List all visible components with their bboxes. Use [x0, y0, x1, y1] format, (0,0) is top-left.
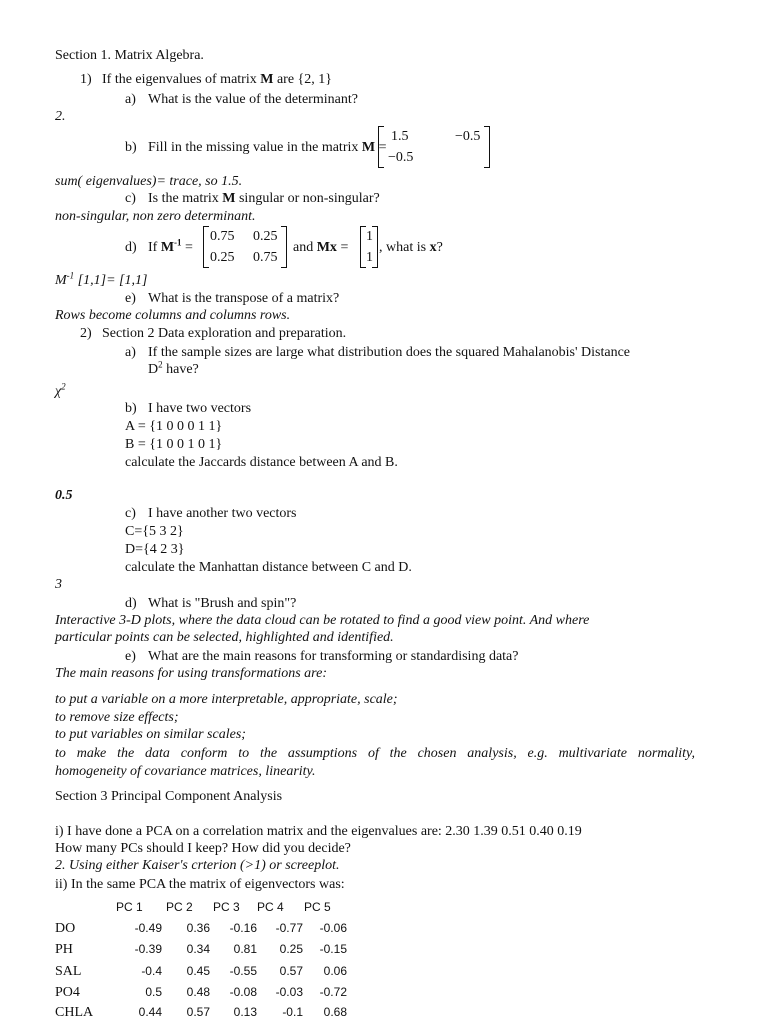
- matrix-m-r1c2: −0.5: [455, 129, 481, 144]
- matrix-minv-r1c1: 0.75: [210, 229, 235, 244]
- table-cell: 0.81: [233, 942, 257, 956]
- table-cell: 0.68: [323, 1005, 347, 1019]
- q2d-answer-line1: Interactive 3-D plots, where the data cloud can be rotated to find a good view point. And where: [55, 613, 590, 628]
- q2e-reason-4: to make the data conform to the assumptions of the chosen analysis, e.g. multivariate normality,: [55, 746, 695, 761]
- q1d-mx: and Mx =: [293, 240, 349, 255]
- matrix-m-r2c1: −0.5: [388, 150, 414, 165]
- q2-number: 2): [80, 326, 92, 341]
- table-cell: -0.1: [282, 1005, 303, 1019]
- table-cell: -0.15: [319, 942, 347, 956]
- q2c-task: calculate the Manhattan distance between C and D.: [125, 560, 412, 575]
- table-cell: 0.57: [279, 964, 303, 978]
- table-cell: 0.25: [279, 942, 303, 956]
- vector-ones-r2: 1: [366, 250, 373, 265]
- section1-title: Section 1. Matrix Algebra.: [55, 48, 204, 63]
- q2e-answer-intro: The main reasons for using transformations are:: [55, 666, 327, 681]
- q2c-vector-d: D={4 2 3}: [125, 542, 185, 557]
- table-cell: -0.39: [134, 942, 162, 956]
- q2b-text: I have two vectors: [148, 401, 252, 416]
- section3-title: Section 3 Principal Component Analysis: [55, 789, 283, 804]
- q2a-label: a): [125, 345, 136, 360]
- q1-number: 1): [80, 72, 92, 87]
- table-cell: -0.06: [319, 921, 347, 935]
- section2-title: Section 2 Data exploration and preparation.: [102, 326, 347, 341]
- q2e-reason-5: homogeneity of covariance matrices, linearity.: [55, 764, 316, 779]
- q1b-answer: sum( eigenvalues)= trace, so 1.5.: [55, 174, 243, 189]
- row-label: CHLA: [55, 1005, 94, 1020]
- q1e-answer: Rows become columns and columns rows.: [55, 308, 291, 323]
- q3i-text: i) I have done a PCA on a correlation matrix and the eigenvalues are: 2.30 1.39 0.51 0.40 0.19: [55, 824, 582, 839]
- matrix-minv-r1c2: 0.25: [253, 229, 278, 244]
- header-pc3: PC 3: [213, 900, 240, 914]
- row-label: PO4: [55, 985, 80, 1000]
- q2e-text: What are the main reasons for transforming or standardising data?: [148, 649, 519, 664]
- table-cell: -0.55: [229, 964, 257, 978]
- table-cell: -0.4: [141, 964, 162, 978]
- q3i-text-line2: How many PCs should I keep? How did you decide?: [55, 841, 351, 856]
- q2a-answer: $\chi^2$: [55, 381, 66, 399]
- matrix-minv-r2c1: 0.25: [210, 250, 235, 265]
- q2e-label: e): [125, 649, 136, 664]
- q2b-answer: 0.5: [55, 488, 73, 503]
- q1a-answer: 2.: [55, 109, 66, 124]
- q1d-text: If $M^{-1}$ =: [148, 237, 193, 255]
- q2b-task: calculate the Jaccards distance between A and B.: [125, 455, 398, 470]
- q2d-text: What is "Brush and spin"?: [148, 596, 297, 611]
- q2c-answer: 3: [55, 577, 62, 592]
- q1e-label: e): [125, 291, 136, 306]
- table-cell: 0.34: [186, 942, 210, 956]
- q2c-text: I have another two vectors: [148, 506, 297, 521]
- table-cell: 0.36: [186, 921, 210, 935]
- q1b-text: Fill in the missing value in the matrix M =: [148, 140, 387, 155]
- q1e-text: What is the transpose of a matrix?: [148, 291, 340, 306]
- q1d-label: d): [125, 240, 137, 255]
- vector-ones-r1: 1: [366, 229, 373, 244]
- q1-text: If the eigenvalues of matrix M are {2, 1}: [102, 72, 332, 87]
- q1c-label: c): [125, 191, 136, 206]
- q2d-answer-line2: particular points can be selected, highlighted and identified.: [55, 630, 394, 645]
- q1c-text: Is the matrix M singular or non-singular?: [148, 191, 380, 206]
- header-pc4: PC 4: [257, 900, 284, 914]
- header-pc2: PC 2: [166, 900, 193, 914]
- q1a-label: a): [125, 92, 136, 107]
- q1a-text: What is the value of the determinant?: [148, 92, 358, 107]
- header-pc1: PC 1: [116, 900, 143, 914]
- q1c-answer: non-singular, non zero determinant.: [55, 209, 256, 224]
- table-cell: 0.57: [186, 1005, 210, 1019]
- row-label: PH: [55, 942, 73, 957]
- table-cell: -0.08: [229, 985, 257, 999]
- row-label: SAL: [55, 964, 82, 979]
- q2e-reason-3: to put variables on similar scales;: [55, 727, 246, 742]
- q2a-text: If the sample sizes are large what distribution does the squared Mahalanobis' Distance: [148, 345, 631, 360]
- vector-ones: [360, 226, 378, 268]
- q2e-reason-2: to remove size effects;: [55, 710, 179, 725]
- q1b-label: b): [125, 140, 137, 155]
- table-cell: 0.5: [145, 985, 162, 999]
- q2d-label: d): [125, 596, 137, 611]
- q3ii-text: ii) In the same PCA the matrix of eigenvectors was:: [55, 877, 345, 892]
- q1d-answer: $M^{-1}$ [1,1]= [1,1]: [55, 270, 148, 288]
- q2a-text-line2: $D^2$ have?: [148, 359, 199, 377]
- q2b-label: b): [125, 401, 137, 416]
- table-cell: 0.06: [323, 964, 347, 978]
- q2c-label: c): [125, 506, 136, 521]
- q2c-vector-c: C={5 3 2}: [125, 524, 184, 539]
- q2e-reason-1: to put a variable on a more interpretable, appropriate, scale;: [55, 692, 398, 707]
- table-cell: -0.77: [275, 921, 303, 935]
- matrix-m: [378, 126, 490, 168]
- table-cell: 0.45: [186, 964, 210, 978]
- q2b-vector-a: A = {1 0 0 0 1 1}: [125, 419, 223, 434]
- table-cell: -0.16: [229, 921, 257, 935]
- matrix-minv-r2c2: 0.75: [253, 250, 278, 265]
- q2b-vector-b: B = {1 0 0 1 0 1}: [125, 437, 223, 452]
- header-pc5: PC 5: [304, 900, 331, 914]
- matrix-minv: [203, 226, 287, 268]
- matrix-m-r1c1: 1.5: [391, 129, 409, 144]
- table-cell: 0.13: [233, 1005, 257, 1019]
- table-cell: 0.48: [186, 985, 210, 999]
- table-cell: -0.03: [275, 985, 303, 999]
- table-cell: -0.49: [134, 921, 162, 935]
- table-cell: -0.72: [319, 985, 347, 999]
- table-cell: 0.44: [138, 1005, 162, 1019]
- q1d-tail: , what is x?: [379, 240, 443, 255]
- row-label: DO: [55, 921, 76, 936]
- q3i-answer: 2. Using either Kaiser's crterion (>1) or screeplot.: [55, 858, 340, 873]
